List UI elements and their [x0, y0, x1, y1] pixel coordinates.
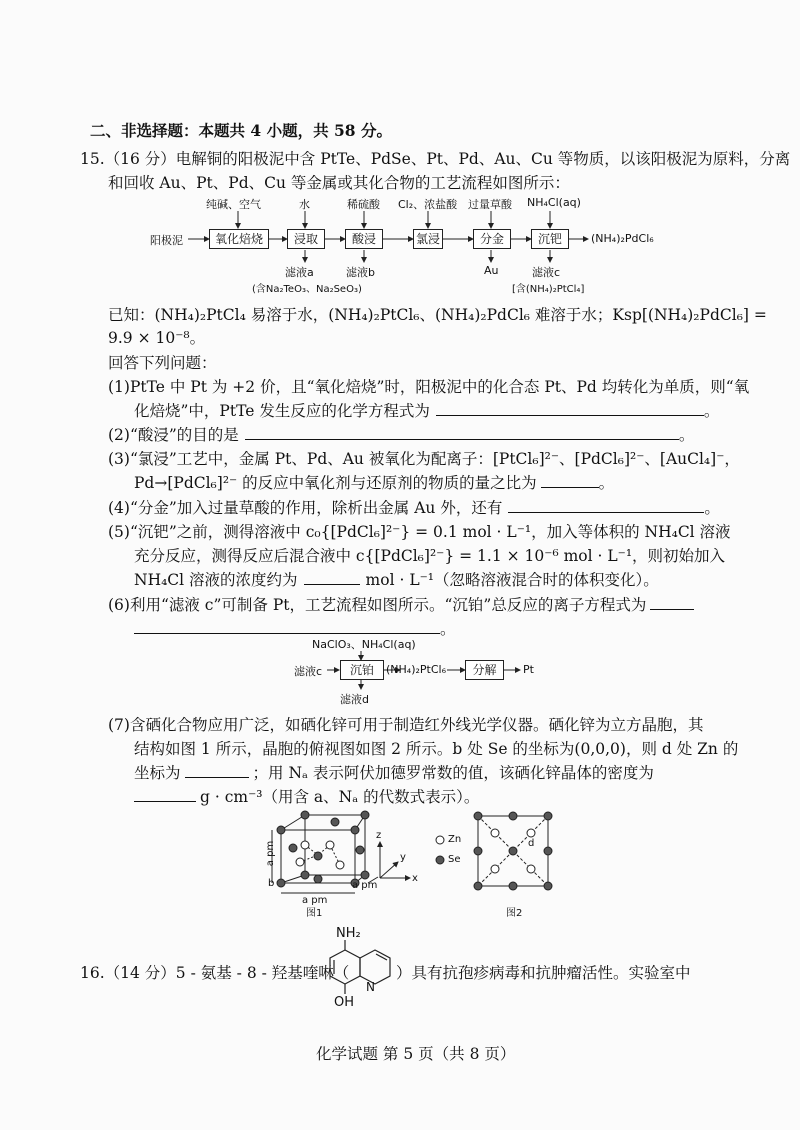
filtrate-b: 滤液b [346, 266, 375, 279]
p1-line1: (1)PtTe 中 Pt 为 +2 价，且“氧化焙烧”时，阳极泥中的化合态 Pt、Pd 均转化为单质，则“氧 [108, 378, 750, 396]
step-acid-leach: 酸浸 [345, 229, 383, 249]
fig2-caption: 图2 [506, 908, 523, 919]
q16-prefix: 16.（14 分）5 - 氨基 - 8 - 羟基喹啉（ [80, 964, 350, 982]
p1-line2: 化焙烧”中，PtTe 发生反应的化学方程式为 。 [134, 402, 720, 420]
step-oxidation-roast: 氧化焙烧 [209, 229, 269, 249]
pt-flow-product: Pt [523, 663, 534, 676]
legend-zn: Zn [448, 834, 462, 845]
fig1-caption: 图1 [306, 908, 323, 919]
legend-se: Se [448, 854, 461, 865]
page-footer: 化学试题 第 5 页（共 8 页） [316, 1045, 516, 1063]
fig1-a-pm-right: a pm [352, 880, 378, 891]
q16-suffix: ）具有抗孢疹病毒和抗肿瘤活性。实验室中 [396, 964, 691, 982]
p3-line1: (3)“氯浸”工艺中，金属 Pt、Pd、Au 被氧化为配离子：[PtCl₆]²⁻、[PdCl₆]²⁻、[AuCl₄]⁻， [108, 450, 740, 468]
q15-intro-line1: 15.（16 分）电解铜的阳极泥中含 PtTe、PdSe、Pt、Pd、Au、Cu 等物质，以该阳极泥为原料，分离 [80, 150, 791, 168]
q15-intro-line2: 和回收 Au、Pt、Pd、Cu 等金属或其化合物的工艺流程如图所示： [108, 174, 570, 192]
p2-text: (2)“酸浸”的目的是 [108, 426, 239, 444]
reagent-6: NH₄Cl(aq) [527, 196, 581, 209]
fig1-a-pm-bottom: a pm [302, 895, 328, 906]
fig1-axis-x: x [412, 873, 418, 884]
filtrate-a-note: (含Na₂TeO₃、Na₂SeO₃) [252, 284, 362, 295]
p5-line3-unit: mol · L⁻¹（忽略溶液混合时的体积变化）。 [365, 571, 659, 589]
answer-prompt: 回答下列问题： [108, 354, 217, 372]
step-decompose: 分解 [465, 660, 504, 680]
filtrate-d: 滤液d [340, 693, 369, 706]
filtrate-a: 滤液a [285, 266, 314, 279]
p7-line2: 结构如图 1 所示，晶胞的俯视图如图 2 所示。b 处 Se 的坐标为(0,0,0)，则 d 处 Zn 的 [134, 740, 739, 758]
reagent-4: Cl₂、浓盐酸 [398, 198, 458, 211]
oh-label: OH [334, 995, 355, 1010]
fig1-b-label: b [268, 878, 275, 889]
p5-line3-text: NH₄Cl 溶液的浓度约为 [134, 571, 298, 589]
filtrate-c: 滤液c [532, 266, 561, 279]
flow-start: 阳极泥 [150, 234, 183, 247]
step-leach: 浸取 [287, 229, 325, 249]
p3-line2: Pd→[PdCl₆]²⁻ 的反应中氧化剂与还原剂的物质的量之比为 。 [134, 474, 615, 492]
pt-flow-reagent: NaClO₃、NH₄Cl(aq) [312, 638, 416, 651]
nh2-label: NH₂ [336, 926, 361, 941]
reagent-5: 过量草酸 [468, 198, 512, 211]
p4-line: (4)“分金”加入过量草酸的作用，除析出金属 Au 外，还有 。 [108, 499, 720, 517]
p7-line4-text: g · cm⁻³（用含 a、Nₐ 的代数式表示）。 [200, 788, 480, 806]
step-pt-precipitation: 沉铂 [340, 660, 384, 680]
step-chlorine-leach: 氯浸 [413, 229, 443, 249]
pt-flow-mid: (NH₄)₂PtCl₆ [386, 663, 446, 676]
p6-line2: 。 [134, 618, 456, 640]
step-pd-precipitation: 沉钯 [531, 229, 569, 249]
fig2-d-label: d [528, 838, 535, 849]
p7-line3-text: 坐标为 [134, 764, 181, 782]
p6-text: (6)利用“滤液 c”可制备 Pt，工艺流程如图所示。“沉铂”总反应的离子方程式为 [108, 596, 647, 614]
filtrate-c-note: [含(NH₄)₂PtCl₄] [512, 284, 585, 295]
n-label: N [366, 980, 375, 994]
p7-line1: (7)含硒化合物应用广泛，如硒化锌可用于制造红外线光学仪器。硒化锌为立方晶胞，其 [108, 716, 704, 734]
pt-flow-start: 滤液c [294, 665, 323, 678]
p1-line2-text: 化焙烧”中，PtTe 发生反应的化学方程式为 [134, 402, 430, 420]
reagent-1: 纯碱、空气 [206, 198, 261, 211]
p7-line3-rest: ；用 Nₐ 表示阿伏加德罗常数的值，该硒化锌晶体的密度为 [252, 764, 654, 782]
reagent-2: 水 [299, 198, 310, 211]
p5-line2: 充分反应，测得反应后混合液中 c{[PdCl₆]²⁻} = 1.1 × 10⁻⁶ mol · L⁻¹，则初始加入 [134, 547, 726, 565]
fig1-axis-z: z [376, 830, 382, 841]
known-line1: 已知：(NH₄)₂PtCl₄ 易溶于水，(NH₄)₂PtCl₆、(NH₄)₂PdCl₆ 难溶于水；Ksp[(NH₄)₂PdCl₆] = [108, 306, 767, 324]
output-au: Au [484, 264, 499, 277]
p3-line2-text: Pd→[PdCl₆]²⁻ 的反应中氧化剂与还原剂的物质的量之比为 [134, 474, 537, 492]
known-line2: 9.9 × 10⁻⁸。 [108, 329, 206, 347]
step-gold-separation: 分金 [473, 229, 511, 249]
fig1-axis-y: y [400, 852, 406, 863]
section-header: 二、非选择题：本题共 4 小题，共 58 分。 [90, 121, 392, 140]
reagent-3: 稀硫酸 [347, 198, 380, 211]
fig1-a-pm-left: a pm [265, 840, 277, 867]
p2-line: (2)“酸浸”的目的是 。 [108, 426, 695, 444]
flow-product: (NH₄)₂PdCl₆ [591, 232, 654, 245]
p4-text: (4)“分金”加入过量草酸的作用，除析出金属 Au 外，还有 [108, 499, 503, 517]
p5-line1: (5)“沉钯”之前，测得溶液中 c₀{[PdCl₆]²⁻} = 0.1 mol · L⁻¹，加入等体积的 NH₄Cl 溶液 [108, 523, 731, 541]
